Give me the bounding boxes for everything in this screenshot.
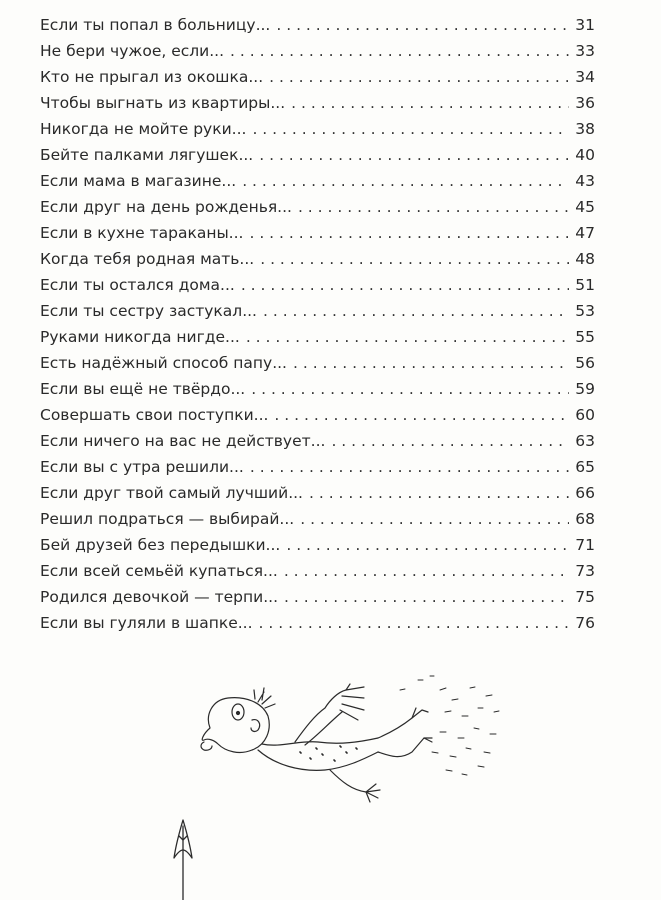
toc-entry-title: Если вы гуляли в шапке... — [40, 614, 253, 632]
toc-entry-page: 51 — [575, 276, 595, 294]
toc-entry-page: 68 — [575, 510, 595, 528]
toc-entry-title: Есть надёжный способ папу... — [40, 354, 287, 372]
toc-entry-page: 36 — [575, 94, 595, 112]
toc-entry-page: 71 — [575, 536, 595, 554]
toc-entry-page: 66 — [575, 484, 595, 502]
toc-entry-page: 60 — [575, 406, 595, 424]
toc-entry-title: Если ты попал в больницу... — [40, 16, 271, 34]
toc-entry-title: Если ничего на вас не действует... — [40, 432, 326, 450]
toc-entry-title: Родился девочкой — терпи... — [40, 588, 278, 606]
toc-entry-title: Решил подраться — выбирай... — [40, 510, 295, 528]
toc-entry-title: Кто не прыгал из окошка... — [40, 68, 264, 86]
toc-entry-title: Руками никогда нигде... — [40, 328, 240, 346]
toc-entry-page: 38 — [575, 120, 595, 138]
toc-entry-title: Если в кухне тараканы... — [40, 224, 244, 242]
toc-entry-page: 76 — [575, 614, 595, 632]
toc-entry-title: Когда тебя родная мать... — [40, 250, 255, 268]
toc-entry-page: 48 — [575, 250, 595, 268]
toc-entry-page: 33 — [575, 42, 595, 60]
toc-entry-page: 63 — [575, 432, 595, 450]
toc-entry-page: 34 — [575, 68, 595, 86]
toc-entry-title: Если вы с утра решили... — [40, 458, 244, 476]
toc-entry-title: Не бери чужое, если... — [40, 42, 225, 60]
toc-entry-title: Если вы ещё не твёрдо... — [40, 380, 246, 398]
flying-boy-illustration — [201, 676, 499, 802]
toc-entry-title: Бей друзей без передышки... — [40, 536, 281, 554]
toc-entry-title: Если всей семьёй купаться... — [40, 562, 278, 580]
toc-entry-title: Если ты остался дома... — [40, 276, 235, 294]
toc-entry-page: 43 — [575, 172, 595, 190]
toc-entry-title: Если ты сестру застукал... — [40, 302, 257, 320]
toc-entry-page: 55 — [575, 328, 595, 346]
arrow-up-illustration — [174, 820, 192, 900]
toc-entry-title: Никогда не мойте руки... — [40, 120, 247, 138]
toc-entry-title: Бейте палками лягушек... — [40, 146, 254, 164]
toc-entry-page: 53 — [575, 302, 595, 320]
toc-entry-title: Если друг на день рожденья... — [40, 198, 292, 216]
toc-entry-page: 45 — [575, 198, 595, 216]
toc-entry-page: 59 — [575, 380, 595, 398]
toc-entry-page: 56 — [575, 354, 595, 372]
toc-entry-page: 47 — [575, 224, 595, 242]
toc-entry-page: 73 — [575, 562, 595, 580]
toc-entry-page: 75 — [575, 588, 595, 606]
toc-entry-title: Совершать свои поступки... — [40, 406, 269, 424]
toc-entry-page: 40 — [575, 146, 595, 164]
toc-entry-page: 65 — [575, 458, 595, 476]
toc-entry-title: Чтобы выгнать из квартиры... — [40, 94, 286, 112]
toc-entry-title: Если мама в магазине... — [40, 172, 237, 190]
toc-entry-title: Если друг твой самый лучший... — [40, 484, 303, 502]
toc-entry-page: 31 — [575, 16, 595, 34]
